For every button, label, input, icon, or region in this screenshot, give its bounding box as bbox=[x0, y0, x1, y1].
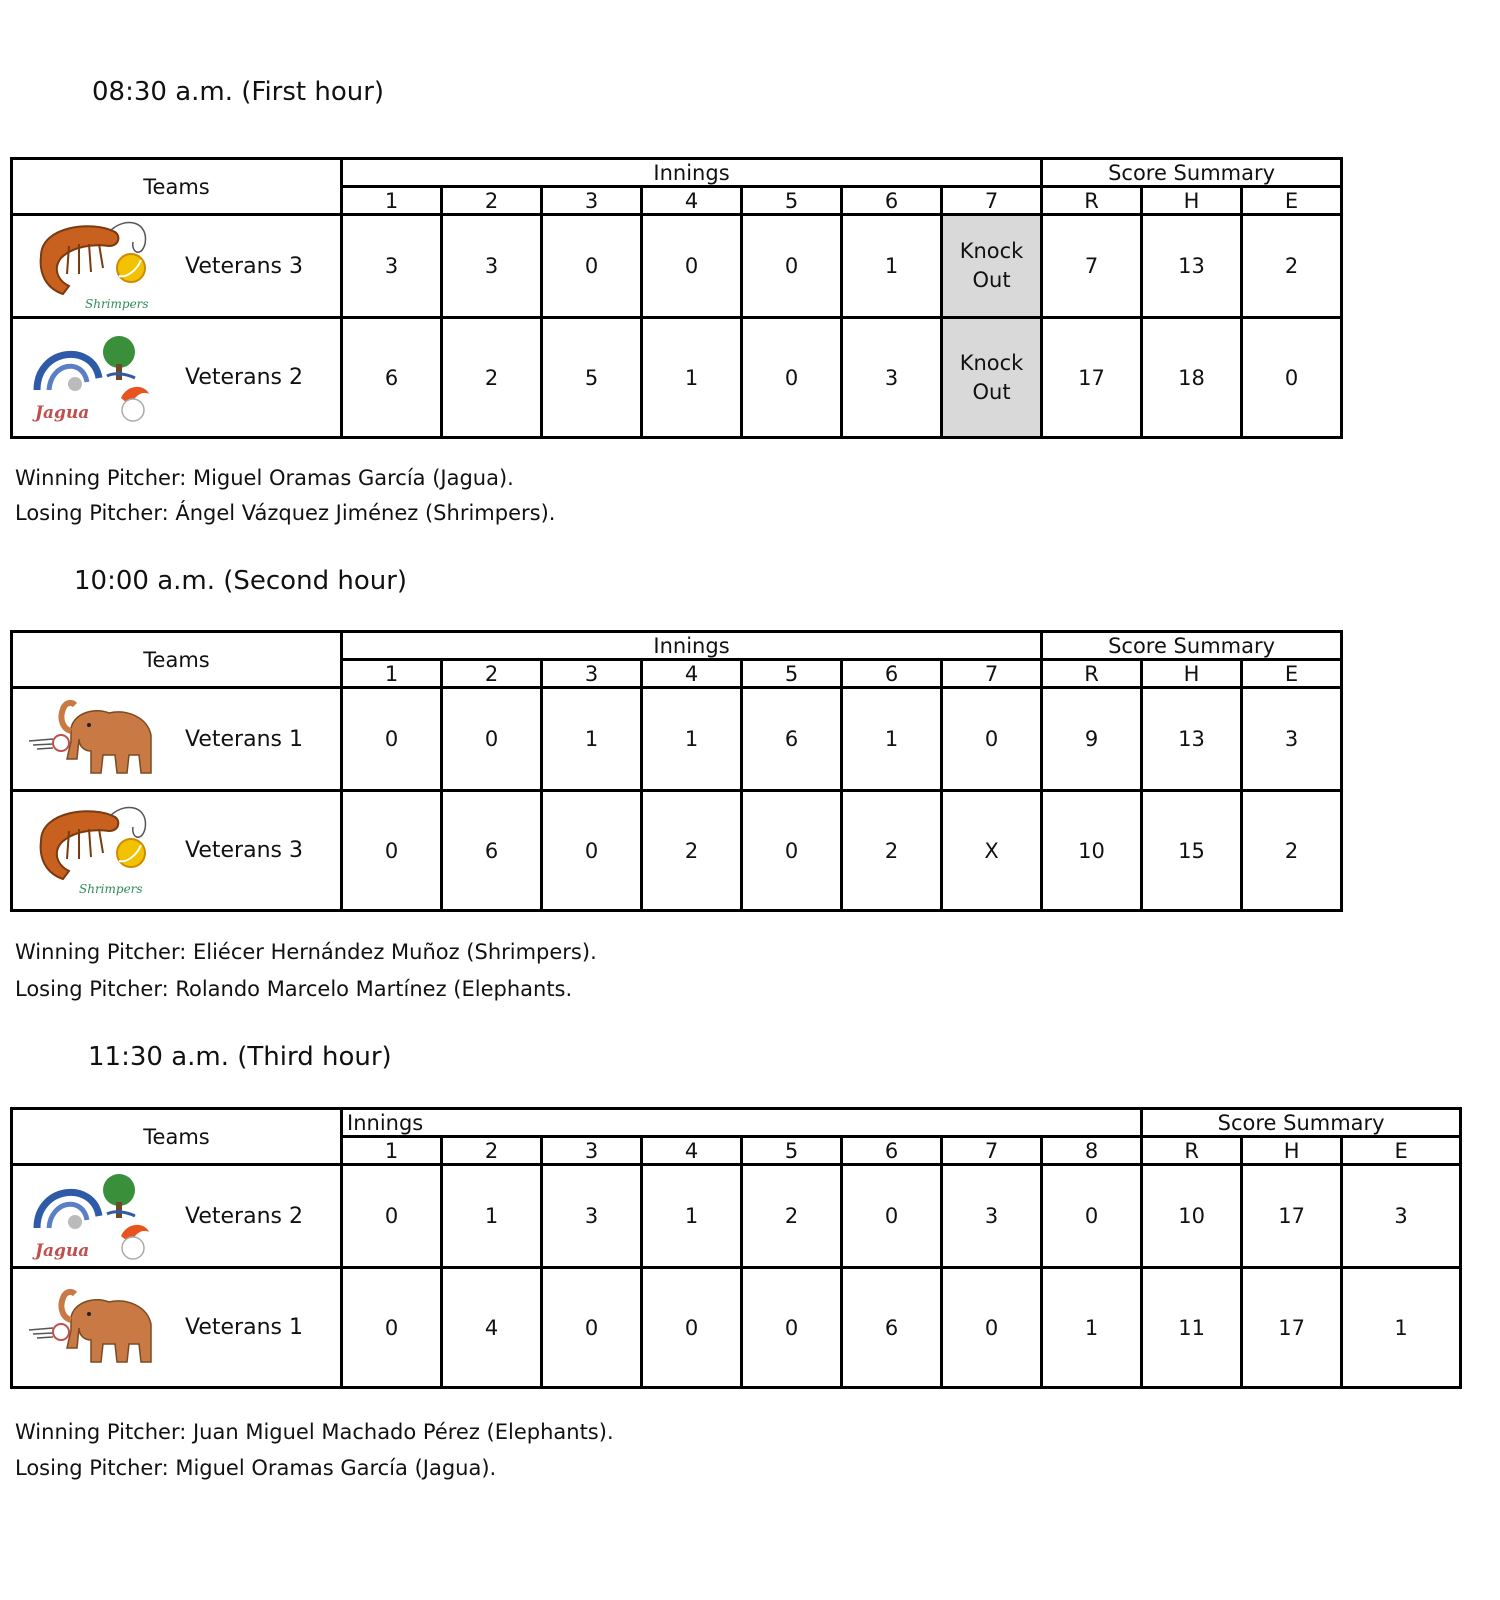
game-2-scoreboard bbox=[10, 630, 1343, 912]
runs-value: 7 bbox=[1042, 215, 1142, 318]
inning-header: 3 bbox=[542, 1137, 642, 1165]
score-summary-header: Score Summary bbox=[1142, 1109, 1461, 1137]
knock-out-cell: Knock Out bbox=[942, 318, 1042, 438]
errors-value: 2 bbox=[1242, 215, 1342, 318]
inning-score: 1 bbox=[1042, 1268, 1142, 1388]
hits-value: 17 bbox=[1242, 1268, 1342, 1388]
team-cell bbox=[12, 1165, 342, 1268]
errors-value: 1 bbox=[1342, 1268, 1461, 1388]
errors-header: E bbox=[1342, 1137, 1461, 1165]
team-name: Veterans 3 bbox=[185, 838, 303, 863]
inning-header: 1 bbox=[342, 660, 442, 688]
table-row bbox=[12, 791, 1342, 911]
team-name: Veterans 1 bbox=[185, 1315, 303, 1340]
jagua-logo-text: Jagua bbox=[35, 1241, 90, 1261]
team-cell bbox=[12, 318, 342, 438]
inning-header: 2 bbox=[442, 1137, 542, 1165]
innings-header: Innings bbox=[342, 159, 1042, 187]
game-1-title: 08:30 a.m. (First hour) bbox=[92, 77, 385, 107]
team-cell bbox=[12, 215, 342, 318]
elephant-logo bbox=[23, 689, 163, 789]
hits-value: 13 bbox=[1142, 215, 1242, 318]
inning-header: 7 bbox=[942, 1137, 1042, 1165]
inning-score: X bbox=[942, 791, 1042, 911]
team-cell bbox=[12, 688, 342, 791]
table-row bbox=[12, 688, 1342, 791]
inning-score: 0 bbox=[542, 791, 642, 911]
inning-score: 2 bbox=[442, 318, 542, 438]
inning-header: 3 bbox=[542, 187, 642, 215]
inning-score: 6 bbox=[442, 791, 542, 911]
inning-score: 4 bbox=[442, 1268, 542, 1388]
shrimpers-logo-text: Shrimpers bbox=[79, 881, 143, 896]
table-row bbox=[12, 318, 1342, 438]
winning-pitcher-note: Winning Pitcher: Eliécer Hernández Muñoz (Shrimpers). bbox=[15, 940, 597, 964]
table-row bbox=[12, 1268, 1461, 1388]
inning-score: 0 bbox=[742, 318, 842, 438]
score-summary-header: Score Summary bbox=[1042, 632, 1342, 660]
hits-header: H bbox=[1142, 187, 1242, 215]
inning-score: 0 bbox=[942, 1268, 1042, 1388]
inning-header: 4 bbox=[642, 1137, 742, 1165]
inning-header: 6 bbox=[842, 660, 942, 688]
inning-header: 8 bbox=[1042, 1137, 1142, 1165]
game-3-title: 11:30 a.m. (Third hour) bbox=[88, 1042, 392, 1072]
inning-header: 5 bbox=[742, 1137, 842, 1165]
hits-value: 17 bbox=[1242, 1165, 1342, 1268]
innings-header: Innings bbox=[342, 632, 1042, 660]
inning-score: 0 bbox=[442, 688, 542, 791]
inning-score: 0 bbox=[342, 1165, 442, 1268]
inning-header: 5 bbox=[742, 187, 842, 215]
runs-value: 9 bbox=[1042, 688, 1142, 791]
losing-pitcher-note: Losing Pitcher: Miguel Oramas García (Jagua). bbox=[15, 1456, 497, 1480]
inning-score: 1 bbox=[842, 215, 942, 318]
inning-score: 3 bbox=[542, 1165, 642, 1268]
hits-header: H bbox=[1142, 660, 1242, 688]
inning-score: 0 bbox=[742, 791, 842, 911]
errors-value: 3 bbox=[1342, 1165, 1461, 1268]
game-1-scoreboard bbox=[10, 157, 1343, 439]
hits-value: 13 bbox=[1142, 688, 1242, 791]
inning-header: 2 bbox=[442, 660, 542, 688]
table-row bbox=[12, 1165, 1461, 1268]
inning-score: 1 bbox=[642, 1165, 742, 1268]
teams-header: Teams bbox=[12, 632, 342, 688]
innings-header: Innings bbox=[342, 1109, 1142, 1137]
jagua-logo-text: Jagua bbox=[35, 402, 90, 423]
shrimpers-logo-text: Shrimpers bbox=[85, 297, 149, 311]
inning-score: 6 bbox=[342, 318, 442, 438]
inning-score: 0 bbox=[542, 1268, 642, 1388]
inning-header: 1 bbox=[342, 1137, 442, 1165]
inning-score: 0 bbox=[642, 1268, 742, 1388]
inning-score: 2 bbox=[642, 791, 742, 911]
winning-pitcher-note: Winning Pitcher: Juan Miguel Machado Pérez (Elephants). bbox=[15, 1420, 614, 1444]
teams-header: Teams bbox=[12, 159, 342, 215]
elephant-logo bbox=[23, 1278, 163, 1378]
runs-value: 11 bbox=[1142, 1268, 1242, 1388]
inning-header: 6 bbox=[842, 187, 942, 215]
inning-score: 2 bbox=[842, 791, 942, 911]
inning-header: 6 bbox=[842, 1137, 942, 1165]
inning-score: 0 bbox=[342, 1268, 442, 1388]
inning-score: 0 bbox=[342, 688, 442, 791]
winning-pitcher-note: Winning Pitcher: Miguel Oramas García (Jagua). bbox=[15, 466, 514, 490]
inning-score: 3 bbox=[442, 215, 542, 318]
hits-header: H bbox=[1242, 1137, 1342, 1165]
inning-score: 1 bbox=[842, 688, 942, 791]
inning-score: 3 bbox=[842, 318, 942, 438]
team-name: Veterans 3 bbox=[185, 253, 303, 279]
losing-pitcher-note: Losing Pitcher: Rolando Marcelo Martínez (Elephants. bbox=[15, 977, 573, 1001]
inning-header: 2 bbox=[442, 187, 542, 215]
team-name: Veterans 2 bbox=[185, 365, 303, 390]
runs-value: 10 bbox=[1142, 1165, 1242, 1268]
inning-score: 0 bbox=[742, 1268, 842, 1388]
inning-header: 4 bbox=[642, 187, 742, 215]
jagua-logo bbox=[23, 1166, 163, 1266]
inning-score: 2 bbox=[742, 1165, 842, 1268]
team-name: Veterans 1 bbox=[185, 726, 303, 752]
losing-pitcher-note: Losing Pitcher: Ángel Vázquez Jiménez (Shrimpers). bbox=[15, 501, 556, 525]
inning-score: 0 bbox=[542, 215, 642, 318]
runs-header: R bbox=[1042, 660, 1142, 688]
inning-score: 1 bbox=[642, 318, 742, 438]
game-2-title: 10:00 a.m. (Second hour) bbox=[74, 566, 408, 596]
errors-value: 3 bbox=[1242, 688, 1342, 791]
inning-score: 0 bbox=[342, 791, 442, 911]
teams-header: Teams bbox=[12, 1109, 342, 1165]
inning-header: 7 bbox=[942, 660, 1042, 688]
inning-score: 6 bbox=[842, 1268, 942, 1388]
inning-score: 0 bbox=[842, 1165, 942, 1268]
inning-header: 4 bbox=[642, 660, 742, 688]
inning-score: 0 bbox=[942, 688, 1042, 791]
inning-score: 0 bbox=[1042, 1165, 1142, 1268]
inning-header: 5 bbox=[742, 660, 842, 688]
score-summary-header: Score Summary bbox=[1042, 159, 1342, 187]
game-3-scoreboard bbox=[10, 1107, 1462, 1389]
inning-score: 1 bbox=[442, 1165, 542, 1268]
team-name: Veterans 2 bbox=[185, 1203, 303, 1229]
inning-score: 1 bbox=[542, 688, 642, 791]
runs-value: 17 bbox=[1042, 318, 1142, 438]
inning-score: 0 bbox=[742, 215, 842, 318]
team-cell bbox=[12, 1268, 342, 1388]
runs-header: R bbox=[1042, 187, 1142, 215]
team-cell bbox=[12, 791, 342, 911]
inning-header: 3 bbox=[542, 660, 642, 688]
inning-header: 1 bbox=[342, 187, 442, 215]
inning-score: 0 bbox=[642, 215, 742, 318]
shrimp-logo bbox=[23, 801, 163, 901]
runs-header: R bbox=[1142, 1137, 1242, 1165]
table-row bbox=[12, 215, 1342, 318]
errors-value: 0 bbox=[1242, 318, 1342, 438]
hits-value: 18 bbox=[1142, 318, 1242, 438]
errors-value: 2 bbox=[1242, 791, 1342, 911]
errors-header: E bbox=[1242, 187, 1342, 215]
jagua-logo bbox=[23, 328, 163, 428]
knock-out-cell: Knock Out bbox=[942, 215, 1042, 318]
inning-score: 3 bbox=[342, 215, 442, 318]
inning-score: 5 bbox=[542, 318, 642, 438]
inning-score: 1 bbox=[642, 688, 742, 791]
inning-score: 6 bbox=[742, 688, 842, 791]
errors-header: E bbox=[1242, 660, 1342, 688]
shrimp-logo bbox=[23, 216, 163, 316]
inning-header: 7 bbox=[942, 187, 1042, 215]
runs-value: 10 bbox=[1042, 791, 1142, 911]
hits-value: 15 bbox=[1142, 791, 1242, 911]
inning-score: 3 bbox=[942, 1165, 1042, 1268]
